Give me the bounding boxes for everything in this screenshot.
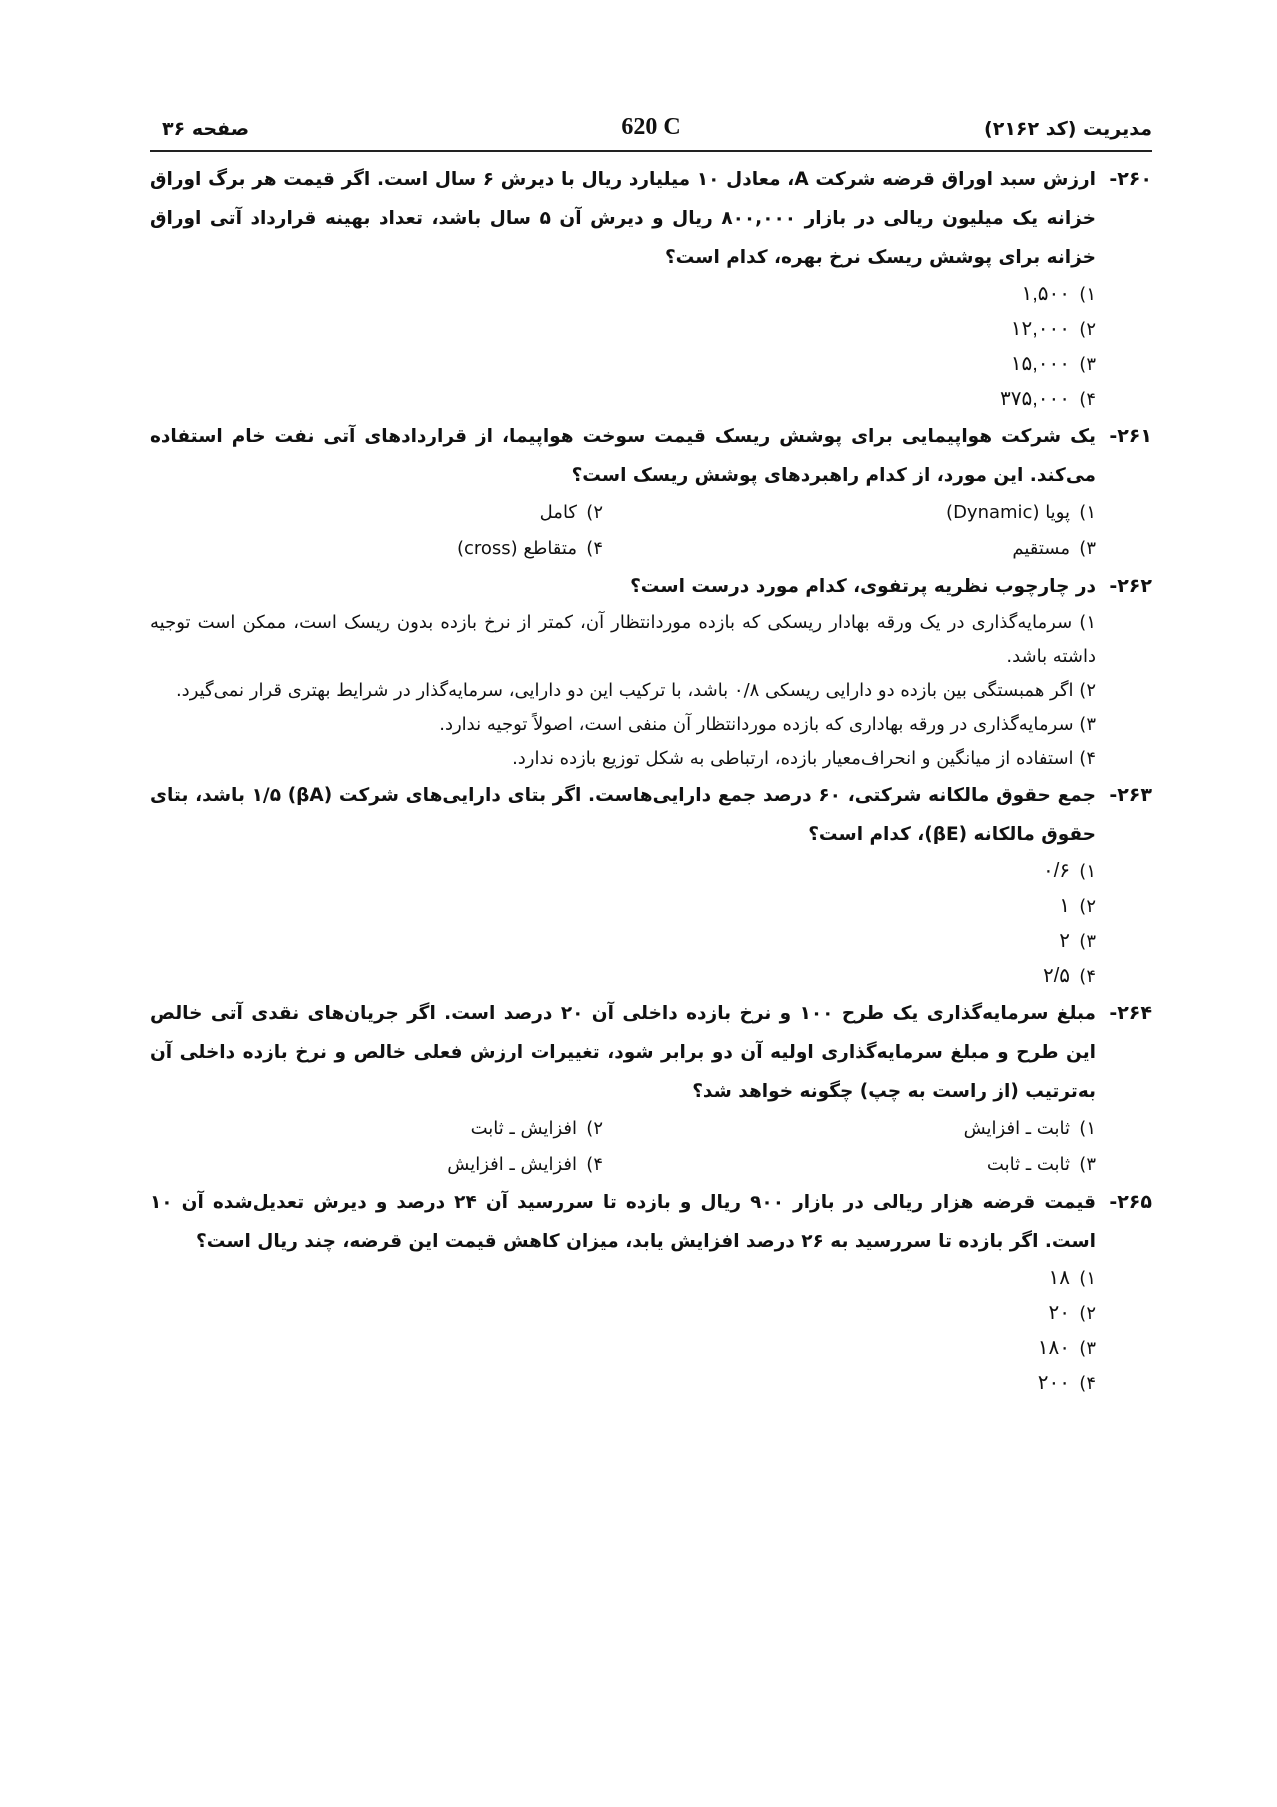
question-262 (150, 567, 1152, 776)
options-grid (150, 1111, 1152, 1183)
question-text: قیمت قرضه هزار ریالی در بازار ۹۰۰ ریال و بازده تا سررسید آن ۲۴ درصد و دیرش تعدیل‌شده آن ۱۰ است. اگر بازده تا سررسید به ۲۶ درصد افزایش یابد، میزان کاهش قیمت این قرضه، چند ریال است؟ (150, 1192, 1097, 1252)
question-number: ۲۶۰- (1109, 168, 1152, 190)
question-number: ۲۶۳- (1109, 784, 1152, 806)
question-265 (150, 1183, 1152, 1401)
subject-title: مدیریت (کد ۲۱۶۲) (984, 118, 1152, 140)
option-value: استفاده از میانگین و انحراف‌معیار بازده، ارتباطی به شکل توزیع بازده ندارد. (512, 748, 1074, 769)
option-1[interactable] (150, 277, 1096, 312)
question-number: ۲۶۵- (1109, 1191, 1152, 1213)
option-value: ثابت ـ ثابت (986, 1154, 1070, 1175)
option-marker: ۱) (1079, 861, 1096, 882)
option-1[interactable] (150, 1261, 1096, 1296)
question-text: در چارچوب نظریه پرتفوی، کدام مورد درست است؟ (630, 576, 1096, 597)
option-value: ۱۸ (1048, 1267, 1070, 1289)
option-value: سرمایه‌گذاری در یک ورقه بهادار ریسکی که بازده موردانتظار آن، کمتر از نرخ بازده بدون ریسک است، ممکن است توجیه داشته باشد. (150, 612, 1096, 667)
question-number: ۲۶۴- (1109, 1002, 1152, 1024)
options-list (150, 1261, 1152, 1401)
question-261 (150, 417, 1152, 567)
option-value: افزایش ـ ثابت (470, 1118, 577, 1139)
option-value: ۱ (1059, 895, 1070, 917)
question-264 (150, 994, 1152, 1183)
option-value: ۱۸۰ (1037, 1337, 1070, 1359)
option-value: ۲۰۰ (1037, 1372, 1070, 1394)
question-263 (150, 776, 1152, 994)
option-value: اگر همبستگی بین بازده دو دارایی ریسکی ۰/۸ باشد، با ترکیب این دو دارایی، سرمایه‌گذار در شرایط بهتری قرار نمی‌گیرد. (175, 680, 1074, 701)
option-value: ۲۰ (1048, 1302, 1070, 1324)
page-header (150, 112, 1152, 154)
question-number: ۲۶۲- (1109, 575, 1152, 597)
question-text: ارزش سبد اوراق قرضه شرکت A، معادل ۱۰ میلیارد ریال با دیرش ۶ سال است. اگر قیمت هر برگ اوراق خزانه یک میلیون ریالی در بازار ۸۰۰,۰۰۰ ریال و دیرش آن ۵ سال باشد، تعداد بهینه قرارداد آتی اوراق خزانه برای پوشش ریسک نرخ بهره، کدام است؟ (150, 169, 1097, 268)
option-4[interactable] (150, 959, 1096, 994)
option-4[interactable] (150, 1366, 1096, 1401)
option-4[interactable] (150, 742, 1096, 776)
option-marker: ۲) (586, 1118, 603, 1139)
option-marker: ۱) (1079, 284, 1096, 305)
option-marker: ۳) (1079, 1154, 1096, 1175)
questions-area (150, 160, 1152, 1401)
option-marker: ۲) (1079, 680, 1096, 701)
option-marker: ۴) (1079, 966, 1096, 987)
option-value: ۳۷۵,۰۰۰ (999, 388, 1070, 410)
option-value: ۱۵,۰۰۰ (1010, 353, 1070, 375)
option-3[interactable] (150, 1331, 1096, 1366)
options-grid (150, 495, 1152, 567)
option-value: ثابت ـ افزایش (963, 1118, 1070, 1139)
option-3[interactable] (150, 708, 1096, 742)
option-2[interactable] (150, 674, 1096, 708)
option-marker: ۱) (1079, 1118, 1096, 1139)
option-value: افزایش ـ افزایش (447, 1154, 577, 1175)
option-2[interactable] (150, 1111, 603, 1147)
header-divider (150, 150, 1152, 152)
option-4[interactable] (150, 531, 603, 567)
option-marker: ۱) (1079, 502, 1096, 523)
page-number: صفحه ۳۶ (162, 118, 250, 140)
booklet-code: 620 C (621, 114, 681, 140)
option-1[interactable] (643, 495, 1096, 531)
option-marker: ۲) (1079, 319, 1096, 340)
option-marker: ۴) (1079, 389, 1096, 410)
option-4[interactable] (150, 1147, 603, 1183)
option-3[interactable] (643, 531, 1096, 567)
option-2[interactable] (150, 1296, 1096, 1331)
option-marker: ۳) (1079, 354, 1096, 375)
question-260 (150, 160, 1152, 417)
option-1[interactable] (150, 606, 1096, 674)
option-marker: ۴) (586, 1154, 603, 1175)
question-text: یک شرکت هواپیمایی برای پوشش ریسک قیمت سوخت هواپیما، از قراردادهای آتی نفت خام استفاده می‌کند. این مورد، از کدام راهبردهای پوشش ریسک است؟ (150, 426, 1096, 486)
option-value: ۲ (1059, 930, 1070, 952)
option-marker: ۴) (1079, 1373, 1096, 1394)
question-text: مبلغ سرمایه‌گذاری یک طرح ۱۰۰ و نرخ بازده داخلی آن ۲۰ درصد است. اگر جریان‌های نقدی آتی خالص این طرح و مبلغ سرمایه‌گذاری اولیه آن دو برابر شود، تغییرات ارزش فعلی خالص و نرخ بازده داخلی آن به‌ترتیب (از راست به چپ) چگونه خواهد شد؟ (150, 1003, 1097, 1102)
option-3[interactable] (150, 347, 1096, 382)
option-2[interactable] (150, 312, 1096, 347)
question-text: جمع حقوق مالکانه شرکتی، ۶۰ درصد جمع دارایی‌هاست. اگر بتای دارایی‌های شرکت (βA) ۱/۵ باشد، بتای حقوق مالکانه (βE)، کدام است؟ (150, 785, 1096, 845)
options-list (150, 277, 1152, 417)
option-value: ۲/۵ (1042, 965, 1070, 987)
option-value: ۱۲,۰۰۰ (1010, 318, 1070, 340)
option-2[interactable] (150, 495, 603, 531)
option-value: متقاطع (cross) (456, 538, 577, 559)
option-value: ۰/۶ (1042, 860, 1070, 882)
option-value: مستقیم (1012, 538, 1070, 559)
options-list (150, 854, 1152, 994)
option-marker: ۳) (1079, 538, 1096, 559)
options-list (150, 606, 1152, 776)
option-marker: ۲) (586, 502, 603, 523)
option-value: پویا (Dynamic) (946, 502, 1070, 523)
option-value: ۱,۵۰۰ (1021, 283, 1070, 305)
option-4[interactable] (150, 382, 1096, 417)
option-marker: ۲) (1079, 1303, 1096, 1324)
option-value: سرمایه‌گذاری در ورقه بهاداری که بازده موردانتظار آن منفی است، اصولاً توجیه ندارد. (439, 714, 1074, 735)
option-1[interactable] (150, 854, 1096, 889)
option-marker: ۳) (1079, 714, 1096, 735)
question-number: ۲۶۱- (1109, 425, 1152, 447)
option-marker: ۳) (1079, 1338, 1096, 1359)
option-marker: ۱) (1079, 1268, 1096, 1289)
option-marker: ۴) (1079, 748, 1096, 769)
option-marker: ۴) (586, 538, 603, 559)
option-marker: ۳) (1079, 931, 1096, 952)
option-value: کامل (539, 502, 577, 523)
option-3[interactable] (150, 924, 1096, 959)
option-marker: ۲) (1079, 896, 1096, 917)
option-marker: ۱) (1079, 612, 1096, 633)
option-2[interactable] (150, 889, 1096, 924)
option-3[interactable] (643, 1147, 1096, 1183)
option-1[interactable] (643, 1111, 1096, 1147)
